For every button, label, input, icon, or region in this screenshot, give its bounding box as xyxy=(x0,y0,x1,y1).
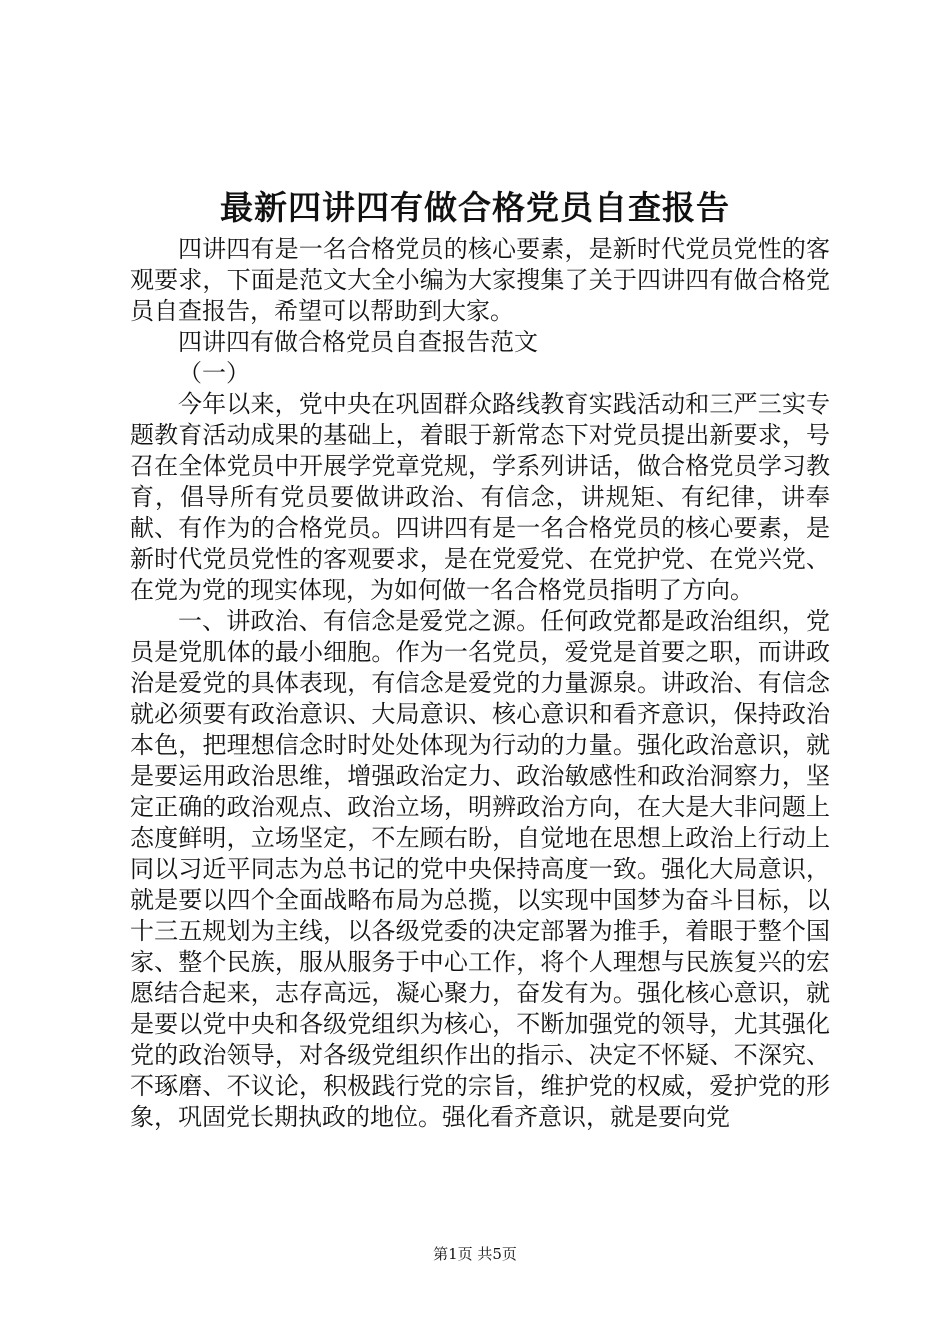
body-paragraph: 今年以来，党中央在巩固群众路线教育实践活动和三严三实专题教育活动成果的基础上，着眼于新常态下对党员提出新要求，号召在全体党员中开展学党章党规，学系列讲话，做合格党员学习教育，倡导所有党员要做讲政治、有信念，讲规矩、有纪律，讲奉献、有作为的合格党员。四讲四有是一名合格党员的核心要素，是新时代党员党性的客观要求，是在党爱党、在党护党、在党兴党、在党为党的现实体现，为如何做一名合格党员指明了方向。 xyxy=(130,390,830,604)
page-number-footer: 第1页 共5页 xyxy=(433,1245,517,1263)
intro-paragraph: 四讲四有是一名合格党员的核心要素，是新时代党员党性的客观要求，下面是范文大全小编为大家搜集了关于四讲四有做合格党员自查报告，希望可以帮助到大家。 xyxy=(130,235,830,325)
section-number: （一） xyxy=(178,359,250,387)
section-heading: 四讲四有做合格党员自查报告范文 xyxy=(178,328,538,356)
body-paragraph: 一、讲政治、有信念是爱党之源。任何政党都是政治组织，党员是党肌体的最小细胞。作为一名党员，爱党是首要之职，而讲政治是爱党的具体表现，有信念是爱党的力量源泉。讲政治、有信念就必须要有政治意识、大局意识、核心意识和看齐意识，保持政治本色，把理想信念时时处处体现为行动的力量。强化政治意识，就是要运用政治思维，增强政治定力、政治敏感性和政治洞察力，坚定正确的政治观点、政治立场，明辨政治方向，在大是大非问题上态度鲜明，立场坚定，不左顾右盼，自觉地在思想上政治上行动上同以习近平同志为总书记的党中央保持高度一致。强化大局意识，就是要以四个全面战略布局为总揽，以实现中国梦为奋斗目标，以十三五规划为主线，以各级党委的决定部署为推手，着眼于整个国家、整个民族，服从服务于中心工作，将个人理想与民族复兴的宏愿结合起来，志存高远，凝心聚力，奋发有为。强化核心意识，就是要以党中央和各级党组织为核心，不断加强党的领导，尤其强化党的政治领导，对各级党组织作出的指示、决定不怀疑、不深究、不琢磨、不议论，积极践行党的宗旨，维护党的权威，爱护党的形象，巩固党长期执政的地位。强化看齐意识，就是要向党 xyxy=(130,607,830,1131)
document-body xyxy=(130,234,830,1133)
document-title: 最新四讲四有做合格党员自查报告 xyxy=(220,188,730,227)
